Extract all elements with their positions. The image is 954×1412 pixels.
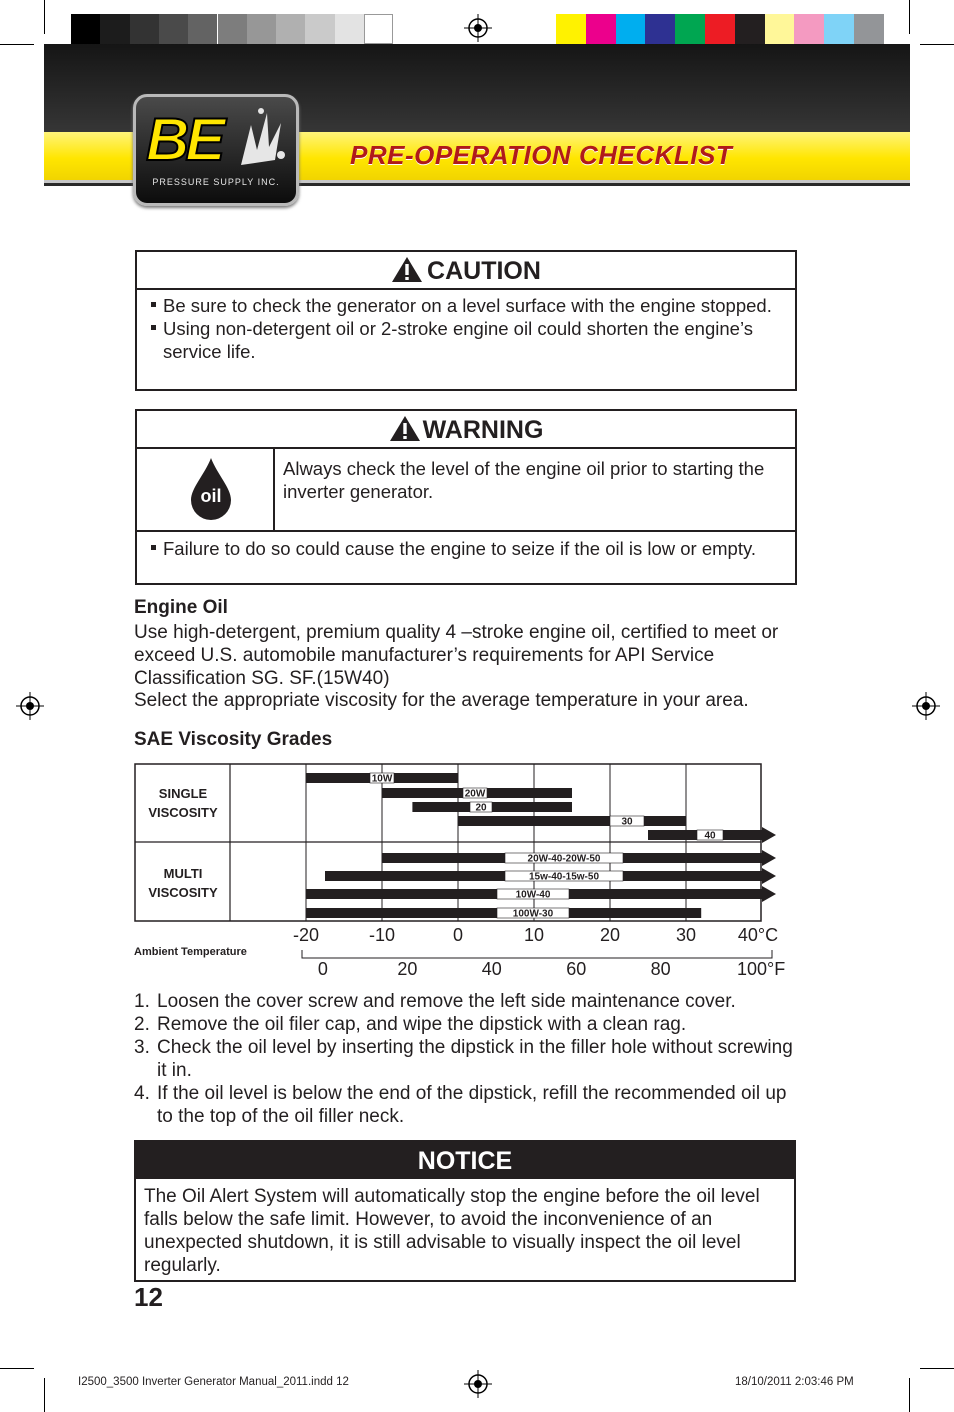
celsius-tick-label: -20 [292, 925, 320, 945]
bar-label: 100W-30 [512, 908, 554, 920]
bar-label: 20W [464, 788, 486, 800]
color-swatch [824, 14, 854, 44]
color-swatch [305, 14, 334, 44]
warning-box [135, 409, 797, 585]
bar-label: 20 [475, 802, 487, 814]
registration-mark-icon [16, 692, 44, 720]
fahrenheit-tick-label: 40 [481, 959, 502, 979]
arrow-head-icon [762, 827, 776, 843]
crop-mark [44, 1378, 45, 1412]
step-number: 3. [134, 1037, 150, 1058]
crop-mark [920, 1368, 954, 1369]
color-swatch [71, 14, 100, 44]
step-text: If the oil level is below the end of the dipstick, refill the recommended oil up to the top of the oil filler neck. [157, 1083, 787, 1127]
crop-mark [909, 0, 910, 34]
fahrenheit-tick-label: 20 [397, 959, 418, 979]
list-item [134, 1013, 794, 1036]
color-swatch [364, 14, 393, 44]
engine-oil-paragraph-2: Select the appropriate viscosity for the average temperature in your area. [134, 690, 749, 711]
step-number: 2. [134, 1014, 150, 1035]
single-viscosity-label: SINGLE VISCOSITY [148, 786, 218, 820]
logo [133, 94, 299, 206]
warning-bullet [143, 537, 787, 560]
caution-bullet-text: Be sure to check the generator on a level surface with the engine stopped. [163, 295, 772, 316]
arrow-head-icon [762, 886, 776, 902]
color-swatch [188, 14, 217, 44]
bar-label: 40 [704, 830, 716, 842]
engine-oil-paragraph: Use high-detergent, premium quality 4 –stroke engine oil, certified to meet or exceed U.S. automobile manufacturer’s requirements for API Service Classification SG. SF.(15W40) [134, 622, 779, 689]
caution-bullet [143, 294, 787, 317]
registration-mark-icon [912, 692, 940, 720]
color-swatch [247, 14, 276, 44]
registration-mark-icon [464, 1370, 492, 1398]
multi-viscosity-label: MULTI VISCOSITY [148, 866, 218, 900]
oil-icon-cell [137, 449, 275, 530]
logo-subtext: PRESSURE SUPPLY INC. [152, 177, 280, 187]
warning-text: Always check the level of the engine oil prior to starting the inverter generator. [283, 458, 765, 502]
fahrenheit-tick-label: 60 [566, 959, 587, 979]
bar-label: 20W-40-20W-50 [527, 853, 601, 865]
color-swatch [130, 14, 159, 44]
celsius-tick-label: -10 [368, 925, 396, 945]
notice-box [134, 1140, 796, 1282]
crop-mark [0, 1368, 34, 1369]
page-title: PRE-OPERATION CHECKLIST [350, 140, 733, 170]
notice-heading: NOTICE [136, 1142, 794, 1179]
color-swatch [735, 14, 765, 44]
warning-triangle-icon [391, 255, 423, 283]
registration-mark-icon [464, 14, 492, 42]
splash-icon [231, 105, 289, 175]
temperature-bracket [302, 950, 772, 958]
celsius-tick-label: 0 [452, 925, 464, 945]
page-number: 12 [134, 1282, 163, 1312]
arrow-head-icon [762, 868, 776, 884]
bar-label: 10W [371, 773, 393, 785]
color-swatch [100, 14, 129, 44]
warning-bullet-text: Failure to do so could cause the engine to seize if the oil is low or empty. [163, 538, 757, 559]
color-swatch [675, 14, 705, 44]
fahrenheit-tick-label: 100°F [736, 959, 786, 979]
warning-triangle-icon [389, 414, 421, 442]
crop-mark [920, 44, 954, 45]
crop-mark [0, 44, 34, 45]
celsius-tick-label: 10 [523, 925, 545, 945]
notice-text: The Oil Alert System will automatically stop the engine before the oil level falls below the safe limit. However, to avoid the inconvenience of an unexpected shutdown, it is still advisable to visually inspect the oil level regularly. [144, 1186, 760, 1276]
fahrenheit-tick-label: 0 [317, 959, 328, 979]
warning-heading: WARNING [422, 416, 544, 444]
celsius-tick-label: 20 [599, 925, 621, 945]
celsius-tick-label: 30 [675, 925, 697, 945]
footer-timestamp: 18/10/2011 2:03:46 PM [735, 1376, 854, 1388]
color-swatch [645, 14, 675, 44]
oil-icon-label: oil [200, 486, 222, 506]
fahrenheit-tick-label: 80 [650, 959, 671, 979]
engine-oil-heading: Engine Oil [134, 597, 228, 618]
chart-title: SAE Viscosity Grades [134, 729, 333, 750]
celsius-tick-label: 40°C [737, 925, 779, 945]
viscosity-bar [458, 816, 686, 826]
color-swatch [705, 14, 735, 44]
step-text: Loosen the cover screw and remove the left side maintenance cover. [157, 991, 736, 1012]
caution-box [135, 250, 797, 391]
color-swatch [556, 14, 586, 44]
warning-header [137, 411, 795, 449]
caution-bullet-text: Using non-detergent oil or 2-stroke engine oil could shorten the engine’s service life. [163, 318, 753, 362]
bar-label: 30 [621, 816, 633, 828]
step-text: Check the oil level by inserting the dipstick in the filler hole without screwing it in. [157, 1037, 793, 1081]
ambient-temperature-label: Ambient Temperature [134, 946, 247, 958]
color-swatch [765, 14, 795, 44]
footer-file: I2500_3500 Inverter Generator Manual_2011.indd 12 [78, 1376, 349, 1388]
caution-heading: CAUTION [427, 257, 541, 285]
color-swatch [586, 14, 616, 44]
color-swatch [854, 14, 884, 44]
color-swatch [335, 14, 364, 44]
warning-row [137, 449, 795, 532]
caution-header [137, 252, 795, 290]
crop-mark [909, 1378, 910, 1412]
step-number: 1. [134, 991, 150, 1012]
arrow-head-icon [762, 850, 776, 866]
logo-text: BE [146, 106, 222, 173]
color-swatch [159, 14, 188, 44]
caution-bullet [143, 317, 787, 363]
color-swatch [794, 14, 824, 44]
bar-label: 15w-40-15w-50 [528, 871, 600, 883]
list-item [134, 1036, 794, 1082]
crop-mark [44, 0, 45, 34]
color-swatch [616, 14, 646, 44]
list-item [134, 990, 794, 1013]
steps-list [134, 990, 794, 1128]
step-text: Remove the oil filer cap, and wipe the dipstick with a clean rag. [157, 1014, 687, 1035]
list-item [134, 1082, 794, 1128]
step-number: 4. [134, 1083, 150, 1104]
color-swatch [218, 14, 247, 44]
bar-label: 10W-40 [515, 889, 551, 901]
color-swatch [276, 14, 305, 44]
